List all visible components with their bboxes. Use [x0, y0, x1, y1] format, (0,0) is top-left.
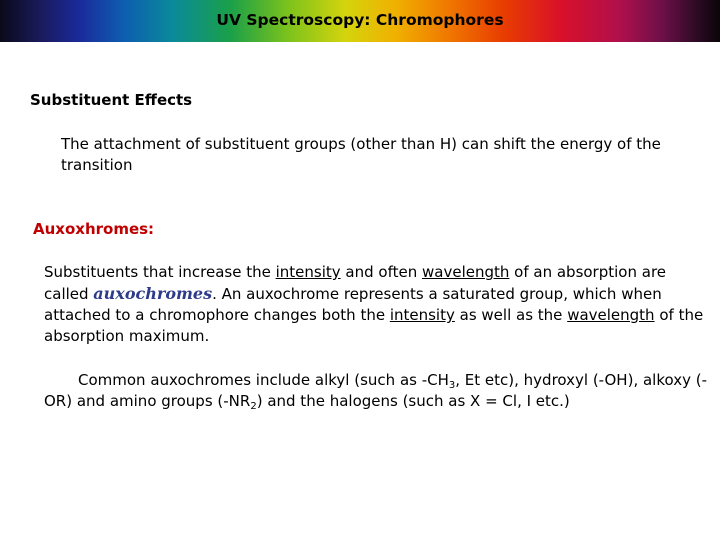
substituent-paragraph: The attachment of substituent groups (other than H) can shift the energy of the transition	[61, 135, 661, 174]
text-segment: of an absorption are called	[44, 263, 667, 303]
text-segment: . An auxochrome represents a saturated group, which when attached to a chromophore changes both the	[44, 285, 662, 324]
title-banner	[0, 0, 720, 42]
text-segment: of the absorption maximum.	[44, 306, 704, 345]
auxochromes-term: auxochromes	[93, 284, 213, 303]
wavelength-term: wavelength	[422, 263, 510, 281]
subscript: 2	[250, 401, 257, 412]
auxochrome-definition-paragraph	[44, 262, 714, 347]
subscript: 3	[448, 380, 456, 391]
text-segment: Common auxochromes include alkyl (such as -CH	[78, 371, 449, 389]
section-heading: Substituent Effects	[30, 91, 193, 109]
text-segment: , Et etc), hydroxyl (-OH), alkoxy (-OR) and amino groups (-NR	[44, 371, 707, 410]
intensity-term: intensity	[275, 263, 341, 281]
text-segment: ) and the halogens (such as X = Cl, I etc.)	[256, 392, 570, 410]
auxochromes-heading: Auxoxhromes:	[33, 220, 155, 238]
text-segment: and often	[340, 263, 422, 281]
text-segment: as well as the	[454, 306, 568, 324]
wavelength-term: wavelength	[567, 306, 655, 324]
intensity-term: intensity	[389, 306, 455, 324]
common-auxochromes-paragraph	[44, 370, 714, 412]
slide-title: UV Spectroscopy: Chromophores	[216, 11, 504, 29]
text-segment: Substituents that increase the	[44, 263, 276, 281]
